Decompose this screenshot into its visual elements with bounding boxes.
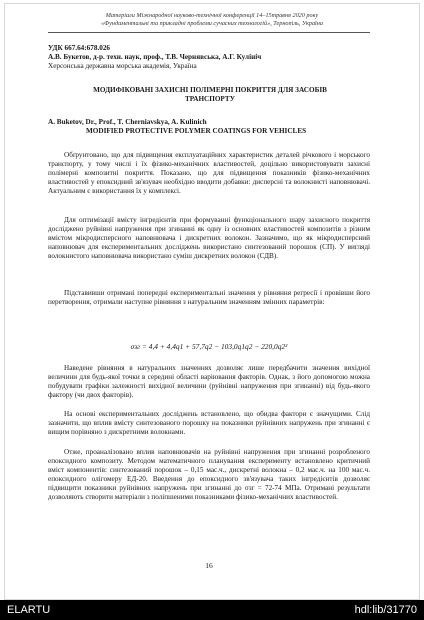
authors-ukrainian: А.В. Букетов, д-р. техн. наук, проф., Т.В. Чернявська, А.Г. Кулініч [48,53,262,61]
title-english: MODIFIED PROTECTIVE POLYMER COATINGS FOR VEHICLES [86,127,307,135]
title-ukrainian: МОДИФІКОВАНІ ЗАХИСНІ ПОЛІМЕРНІ ПОКРИТТЯ ДЛЯ ЗАСОБІВ ТРАНСПОРТУ [93,86,327,103]
repository-name: ELARTU [7,604,51,616]
conference-header [62,12,362,28]
authors-english: A. Buketov, Dr., Prof., T. Cherniavskya, A. Kulinich [48,118,207,126]
paragraph-5: На основі експериментальних досліджень встановлено, що обидва фактори є значущими. Слід зазначити, що вплив вмісту синтезованого порошку на показники руйнівних напружень при згинанні є вищим порівняно з дискретними волокнами. [48,410,370,436]
paragraph-6: Отже, проаналізовано вплив наповнювачів на руйнівні напруження при згинанні розробленого епоксидного композиту. Методом математичного планування експерименту встановлено критичний вміст компонентів: синтезований порошок – 0,15 мас.ч., дискретні волокна – 0,2 мас.ч. на 100 мас.ч. епоксидного олігомеру ЕД-20. Введення до епоксидного зв'язувача таких інгредієнтів дозволяє підвищити показники руйнівних напружень при згинанні до σзг = 72-74 МПа. Отримані результати дозволяють створити матеріали з поліпшеними показниками фізико-механічних властивостей. [48,448,370,501]
handle-link[interactable]: hdl:lib/31770 [354,604,417,616]
paragraph-2: Для оптимізації вмісту інгредієнтів при формуванні функціонального шару захисного покриття досліджено руйнівні напруження при згинанні як одну із основних властивостей композитів з різним вмістом мікродисперсного наповнювача і дискретних волокон. Зазначимо, що як мікродисперсний наповнювач для експериментальних досліджень використано синтезований порошок (СП). У вигляді волокнистого наповнювача використано суміш дискретних волокон (СДВ). [48,216,370,260]
repository-footer [0,600,424,620]
header-line-2: «Фундаментальні та прикладні проблеми сучасних технологій», Тернопіль, Україна [101,20,323,27]
udc-code: УДК 667.64:678.026 [48,44,111,52]
paragraph-4: Наведене рівняння в натуральних значеннях дозволяє лише передбачити значення вихідної величини для будь-якої точки в середині області варіювання факторів. Однак, з його допомогою можна побудувати графіки залежності вихідної величини (руйнівні напруження при згинанні) від будь-якого фактору (чи двох факторів). [48,364,370,399]
header-line-1: Матеріали Міжнародної науково-технічної конференції 14–15травня 2020 року [105,12,319,19]
regression-formula: σзг = 4,4 + 4,4q1 + 57,7q2 − 103,0q1q2 − 220,0q2² [130,342,288,351]
paragraph-3: Підставивши отримані попередні експериментальні значення у рівняння регресії і провівши його перетворення, отримали наступне рівняння з натуральним значенням змінних параметрів: [48,289,370,306]
header-divider [48,32,370,33]
affiliation: Херсонська державна морська академія, Україна [48,62,197,70]
paragraph-1: Обґрунтовано, що для підвищення експлуатаційних характеристик деталей річкового і морського транспорту, у тому числі і їх фізико-механічних властивостей, доцільно використовувати захисні полімерні композитні покриття. Показано, що для підвищення показників фізико-механічних властивостей у епоксидний зв'язувач необхідно вводити добавки: дисперсні та волокнисті наповнювачі. Актуальним є використання їх у комплексі. [48,151,370,195]
page-number: 16 [205,561,213,570]
